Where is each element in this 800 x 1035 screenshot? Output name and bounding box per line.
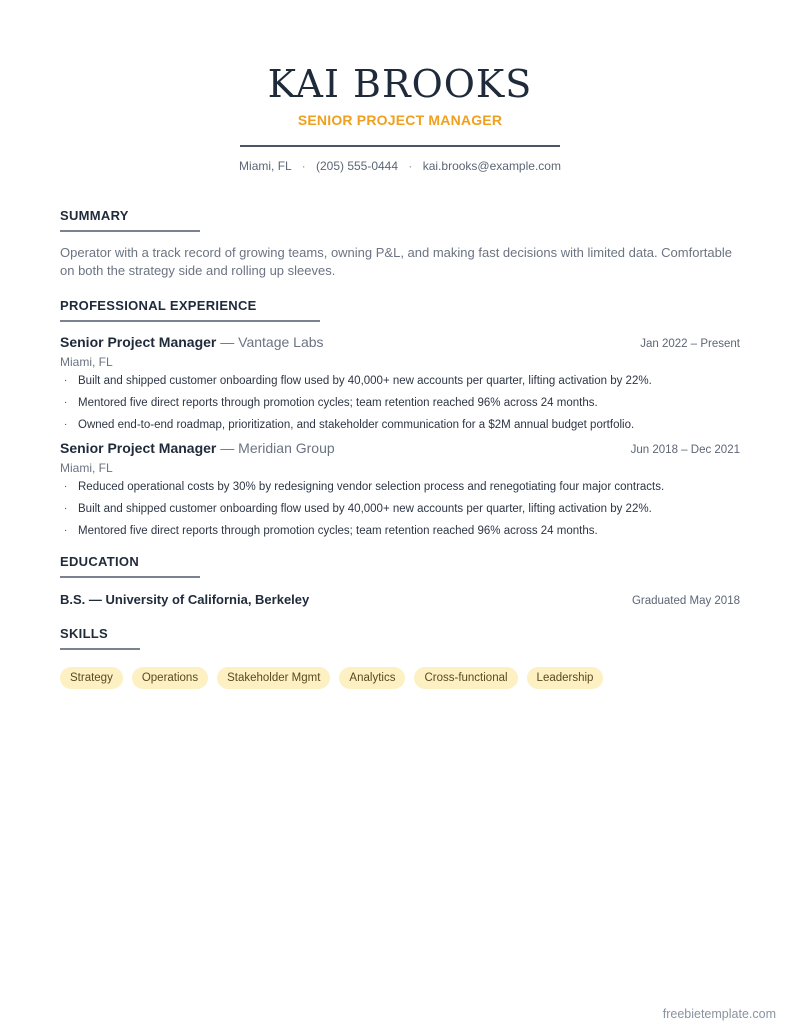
summary-section	[60, 208, 740, 280]
job-location: Miami, FL	[60, 461, 113, 475]
job-bullet	[60, 520, 740, 542]
job-bullets	[60, 370, 740, 436]
job-header	[60, 334, 740, 352]
skill-chip: Strategy	[60, 667, 123, 689]
skill-chips	[60, 667, 740, 689]
bullet-text: Owned end-to-end roadmap, prioritization, and stakeholder communication for a $2M annual budget portfolio.	[78, 419, 635, 431]
education-degree: B.S. — University of California, Berkeley	[60, 592, 310, 607]
job-title: Senior Project Manager	[60, 334, 217, 350]
contact-line	[60, 158, 740, 174]
job-bullets	[60, 476, 740, 542]
job-dates: Jun 2018 – Dec 2021	[630, 444, 740, 456]
job-bullet	[60, 414, 740, 436]
job-bullet	[60, 498, 740, 520]
contact-email[interactable]: kai.brooks@example.com	[422, 159, 561, 173]
bullet-text: Mentored five direct reports through promotion cycles; team retention reached 96% across 24 months.	[78, 397, 598, 409]
education-section	[60, 554, 740, 607]
bullet-dot: ·	[64, 397, 68, 408]
skill-chip: Leadership	[527, 667, 604, 689]
section-title-experience: PROFESSIONAL EXPERIENCE	[60, 298, 257, 313]
bullet-dot: ·	[64, 375, 68, 386]
contact-location: Miami, FL	[239, 159, 292, 173]
footer-credit[interactable]: freebietemplate.com	[662, 1007, 776, 1021]
skills-section	[60, 626, 740, 689]
section-divider	[60, 230, 200, 232]
candidate-name: KAI BROOKS	[267, 62, 533, 106]
bullet-dot: ·	[64, 503, 68, 514]
bullet-text: Built and shipped customer onboarding flow used by 40,000+ new accounts per quarter, lifting activation by 22%.	[78, 375, 652, 387]
job-dates: Jan 2022 – Present	[640, 338, 740, 350]
education-date: Graduated May 2018	[631, 595, 740, 607]
bullet-text: Built and shipped customer onboarding flow used by 40,000+ new accounts per quarter, lifting activation by 22%.	[78, 503, 652, 515]
section-title-education: EDUCATION	[60, 554, 140, 569]
bullet-text: Mentored five direct reports through promotion cycles; team retention reached 96% across 24 months.	[78, 525, 598, 537]
contact-separator: ·	[301, 159, 306, 173]
job-entry	[60, 334, 740, 436]
section-title-summary: SUMMARY	[60, 208, 129, 223]
resume-header	[60, 0, 740, 174]
contact-phone: (205) 555-0444	[315, 159, 399, 173]
job-bullet	[60, 392, 740, 414]
section-divider	[60, 576, 200, 578]
skill-chip: Stakeholder Mgmt	[217, 667, 330, 689]
job-company: — Meridian Group	[216, 440, 335, 456]
job-entry	[60, 440, 740, 542]
job-title: Senior Project Manager	[60, 440, 217, 456]
job-bullet	[60, 476, 740, 498]
section-divider	[60, 648, 140, 650]
header-divider	[240, 145, 560, 147]
job-location: Miami, FL	[60, 355, 113, 369]
job-header	[60, 440, 740, 458]
job-company: — Vantage Labs	[216, 334, 324, 350]
job-bullet	[60, 370, 740, 392]
summary-text: Operator with a track record of growing teams, owning P&L, and making fast decisions with limited data. Comfortable on both the strategy side and rolling up sleeves.	[60, 245, 732, 278]
bullet-dot: ·	[64, 481, 68, 492]
bullet-dot: ·	[64, 525, 68, 536]
contact-separator: ·	[408, 159, 413, 173]
bullet-dot: ·	[64, 419, 68, 430]
experience-section	[60, 298, 740, 542]
section-title-skills: SKILLS	[60, 626, 109, 641]
resume-page	[60, 0, 740, 684]
education-entry	[60, 592, 740, 607]
skill-chip: Cross-functional	[414, 667, 517, 689]
bullet-text: Reduced operational costs by 30% by redesigning vendor selection process and renegotiating four major contracts.	[78, 481, 665, 493]
skill-chip: Operations	[132, 667, 208, 689]
skill-chip: Analytics	[339, 667, 405, 689]
section-divider	[60, 320, 320, 322]
candidate-role: SENIOR PROJECT MANAGER	[297, 112, 503, 128]
